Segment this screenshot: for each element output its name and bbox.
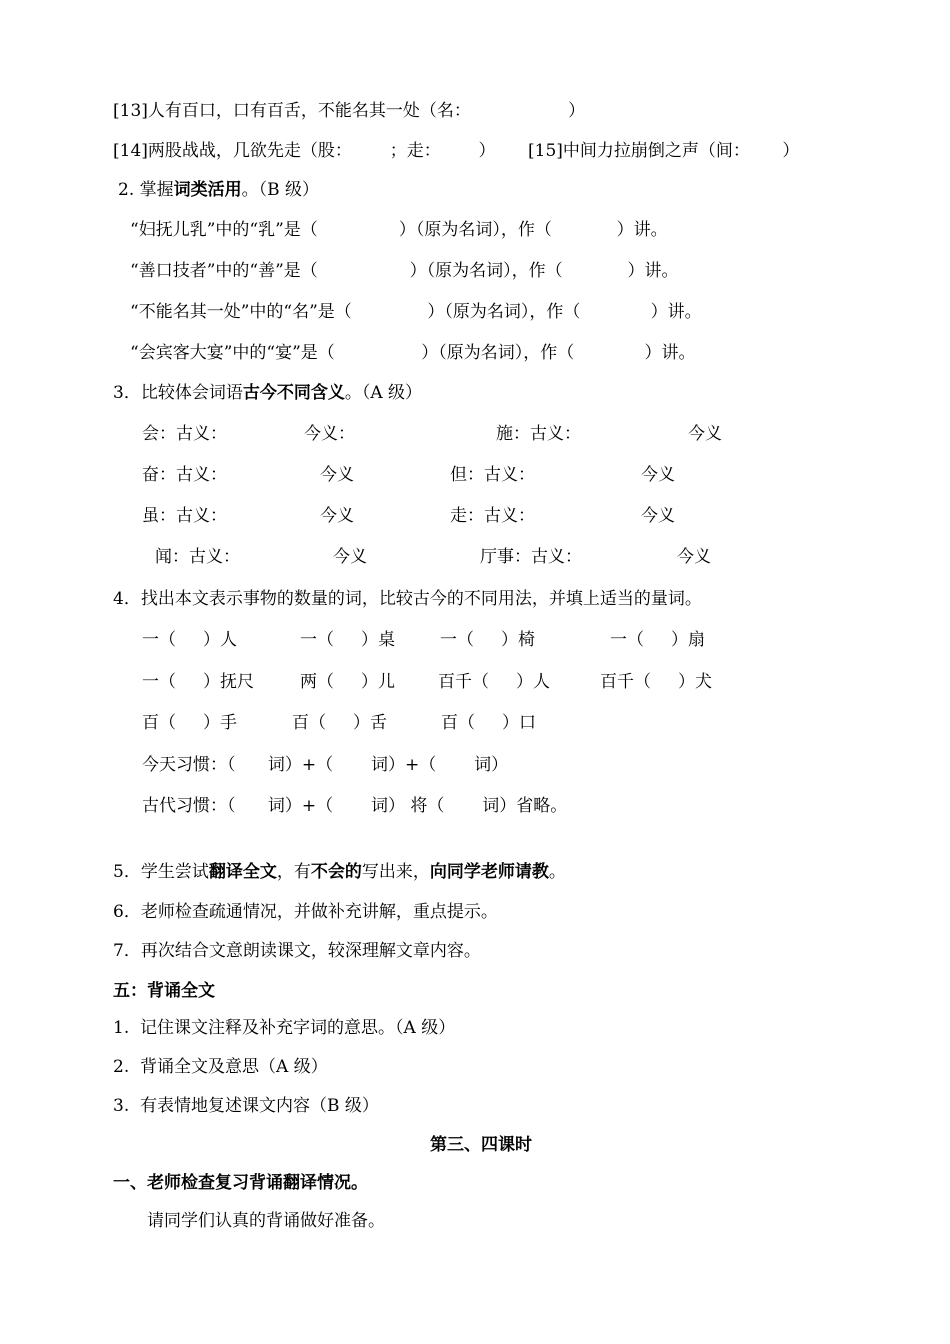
new-meaning-label: 今义 (641, 506, 675, 526)
old-meaning-label: 会：古义： (142, 424, 227, 444)
review-heading: 一、老师检查复习背诵翻译情况。 (113, 1173, 368, 1193)
measure-word-blank: 两（ ）儿 (300, 672, 396, 692)
new-meaning-label: 今义 (320, 506, 354, 526)
measure-word-blank: 百千（ ）犬 (600, 672, 713, 692)
note-13: [13]人有百口，口有百舌，不能名其一处（名： ） (113, 101, 586, 121)
section-3-heading: 3．比较体会词语古今不同含义。（A 级） (113, 383, 423, 403)
old-meaning-label: 闻：古义： (155, 547, 240, 567)
lesson-title: 第三、四课时 (430, 1135, 532, 1155)
section-2-heading: 2. 掌握词类活用。（B 级） (118, 180, 320, 200)
review-text: 请同学们认真的背诵做好准备。 (147, 1211, 385, 1231)
ancient-usage-line: 古代习惯：（ 词）+（ 词） 将（ 词）省略。 (142, 796, 568, 816)
measure-word-blank: 百（ ）手 (142, 713, 238, 733)
measure-word-blank: 百（ ）舌 (292, 713, 388, 733)
word-usage-line: “会宾客大宴”中的“宴”是（ ）（原为名词），作（ ）讲。 (130, 343, 696, 363)
new-meaning-label: 今义： (304, 424, 355, 444)
section-7-line: 7．再次结合文意朗读课文，较深理解文章内容。 (113, 941, 481, 961)
old-meaning-label: 走：古义： (450, 506, 535, 526)
new-meaning-label: 今义 (677, 547, 711, 567)
recite-item: 2. 背诵全文及意思（A 级） (113, 1057, 328, 1077)
section-4-heading: 4．找出本文表示事物的数量的词，比较古今的不同用法，并填上适当的量词。 (113, 589, 702, 609)
measure-word-blank: 百（ ）口 (441, 713, 537, 733)
new-meaning-label: 今义 (688, 424, 722, 444)
note-15: [15]中间力拉崩倒之声（间： ） (528, 141, 800, 161)
word-usage-line: “善口技者”中的“善”是（ ）（原为名词），作（ ）讲。 (130, 261, 679, 281)
measure-word-blank: 一（ ）人 (142, 630, 238, 650)
new-meaning-label: 今义 (641, 465, 675, 485)
old-meaning-label: 但：古义： (450, 465, 535, 485)
recite-heading: 五：背诵全文 (113, 981, 215, 1001)
old-meaning-label: 虽：古义： (142, 506, 227, 526)
measure-word-blank: 一（ ）桌 (300, 630, 396, 650)
new-meaning-label: 今义 (333, 547, 367, 567)
measure-word-blank: 一（ ）扇 (610, 630, 706, 650)
recite-item: 3. 有表情地复述课文内容（B 级） (113, 1096, 379, 1116)
word-usage-line: “不能名其一处”中的“名”是（ ）（原为名词），作（ ）讲。 (130, 302, 702, 322)
section-5-line: 5．学生尝试翻译全文，有不会的写出来，向同学老师请教。 (113, 862, 566, 882)
measure-word-blank: 一（ ）抚尺 (142, 672, 255, 692)
section-6-line: 6．老师检查疏通情况，并做补充讲解，重点提示。 (113, 902, 498, 922)
old-meaning-label: 厅事：古义： (480, 547, 582, 567)
measure-word-blank: 一（ ）椅 (440, 630, 536, 650)
new-meaning-label: 今义 (320, 465, 354, 485)
word-usage-line: “妇抚儿乳”中的“乳”是（ ）（原为名词），作（ ）讲。 (130, 220, 668, 240)
recite-item: 1. 记住课文注释及补充字词的意思。（A 级） (113, 1018, 456, 1038)
measure-word-blank: 百千（ ）人 (438, 672, 551, 692)
old-meaning-label: 奋：古义： (142, 465, 227, 485)
modern-usage-line: 今天习惯：（ 词）+（ 词）+（ 词） (142, 755, 509, 775)
note-14: [14]两股战战，几欲先走（股： ；走： ） (113, 141, 496, 161)
old-meaning-label: 施：古义： (496, 424, 581, 444)
